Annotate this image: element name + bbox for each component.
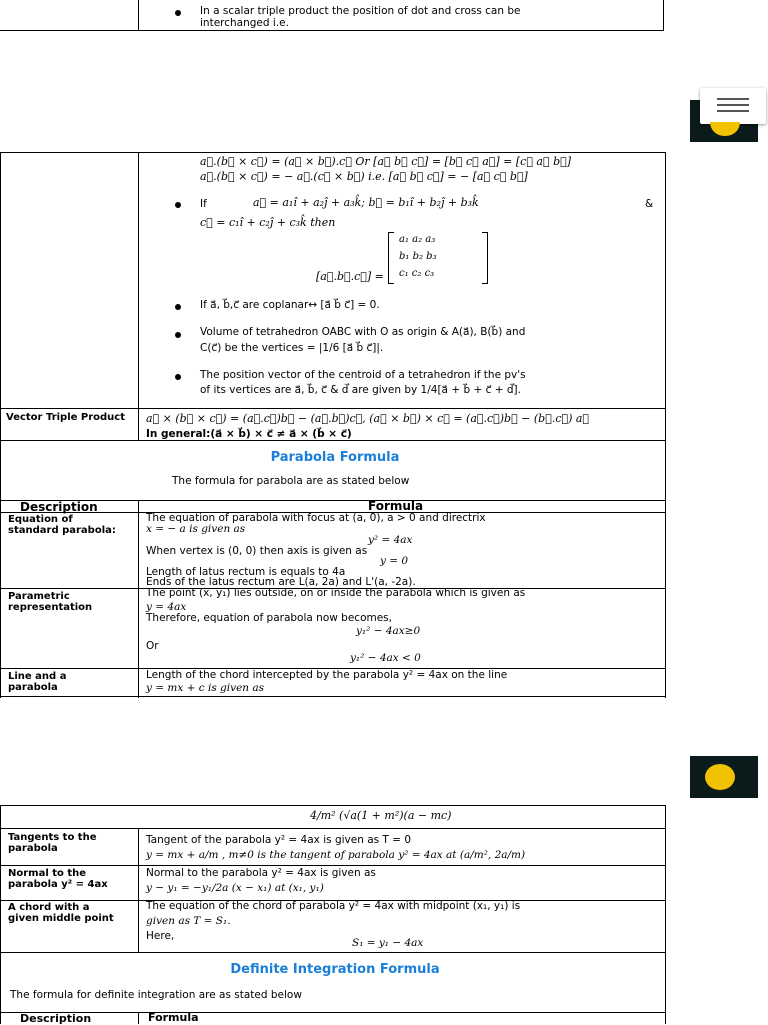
vector-triple-label: Vector Triple Product	[6, 412, 126, 423]
row-label-standard-parabola: Equation of standard parabola:	[8, 514, 116, 536]
tetrahedron-centroid-cont: of its vertices are a⃗, b⃗, c⃗ & d⃗ are given by 1/4[a⃗ + b⃗ + c⃗ + d⃗].	[200, 384, 521, 396]
determinant-lhs: [a⃗.b⃗.c⃗] =	[316, 270, 384, 283]
col-header-formula-2: Formula	[148, 1011, 199, 1024]
if-label: If	[200, 198, 207, 210]
tangent-formula: Tangent of the parabola y² = 4ax is given as T = 0	[146, 834, 412, 846]
tetrahedron-volume: Volume of tetrahedron OABC with O as origin & A(a⃗), B(b⃗) and	[200, 326, 526, 338]
chord-here: Here,	[146, 930, 175, 942]
tetrahedron-centroid: The position vector of the centroid of a tetrahedron if the pv's	[200, 369, 526, 381]
row-label-parametric: Parametric representation	[8, 591, 93, 613]
coplanar-condition: If a⃗, b⃗,c⃗ are coplanar↔ [a⃗ b⃗ c⃗] = 0.	[200, 299, 380, 311]
determinant-matrix: a₁ a₂ a₃ b₁ b₂ b₃ c₁ c₂ c₃	[388, 232, 488, 284]
parabola-intro: The formula for parabola are as stated below	[172, 475, 410, 487]
row-label-normal: Normal to the parabola y² = 4ax	[8, 868, 108, 890]
definite-integration-heading: Definite Integration Formula	[230, 962, 440, 977]
chord-length-formula: 4/m² (√a(1 + m²)(a − mc)	[310, 809, 452, 822]
tetrahedron-volume-cont: C(c⃗) be the vertices = |1/6 [a⃗ b⃗ c⃗]|.	[200, 342, 384, 354]
chord-s1-formula: S₁ = y₁ − 4ax	[352, 937, 424, 949]
row-label-tangent: Tangents to the parabola	[8, 832, 97, 854]
hamburger-menu-icon[interactable]	[700, 88, 766, 124]
col-header-formula: Formula	[368, 499, 424, 513]
user-avatar-icon[interactable]	[705, 764, 735, 790]
triple-product-cyclic-eq: a⃗.(b⃗ × c⃗) = (a⃗ × b⃗).c⃗ Or [a⃗ b⃗ c⃗] = [b⃗ c⃗ a⃗] = [c⃗ a⃗ b⃗]	[200, 155, 572, 168]
row-label-line-parabola: Line and a parabola	[8, 671, 67, 693]
vector-components-c: c⃗ = c₁î + c₂ĵ + c₃k̂ then	[200, 216, 336, 229]
chord-midpoint-formula-cont: given as T = S₁.	[146, 915, 231, 927]
definite-integration-intro: The formula for definite integration are as stated below	[10, 989, 302, 1001]
chord-midpoint-formula: The equation of the chord of parabola y² = 4ax with midpoint (x₁, y₁) is	[146, 900, 521, 912]
tangent-formula-cont: y = mx + a/m , m≠0 is the tangent of parabola y² = 4ax at (a/m², 2a/m)	[146, 849, 526, 861]
bullet	[175, 10, 181, 16]
triple-product-swap-text-cont: interchanged i.e.	[200, 17, 289, 29]
vector-components-ab: a⃗ = a₁î + a₂ĵ + a₃k̂; b⃗ = b₁î + b₂ĵ + b₃k̂	[253, 196, 479, 209]
col-header-description: Description	[20, 500, 98, 514]
normal-formula: Normal to the parabola y² = 4ax is given as	[146, 867, 376, 879]
col-header-description-2: Description	[20, 1012, 92, 1025]
row-label-chord-midpoint: A chord with a given middle point	[8, 902, 114, 924]
triple-product-swap-text: In a scalar triple product the position of dot and cross can be	[200, 5, 521, 17]
triple-product-sign-eq: a⃗.(b⃗ × c⃗) = − a⃗.(c⃗ × b⃗) i.e. [a⃗ b⃗ c⃗] = − [a⃗ c⃗ b⃗]	[200, 170, 528, 183]
parabola-heading: Parabola Formula	[270, 450, 400, 465]
normal-formula-cont: y − y₁ = −y₁/2a (x − x₁) at (x₁, y₁)	[146, 882, 324, 894]
ampersand: &	[645, 198, 654, 210]
vector-triple-general: In general:(a⃗ × b⃗) × c⃗ ≠ a⃗ × (b⃗ × c⃗)	[146, 428, 352, 440]
vector-triple-formula: a⃗ × (b⃗ × c⃗) = (a⃗.c⃗)b⃗ − (a⃗.b⃗)c⃗, (a⃗ × b⃗) × c⃗ = (a⃗.c⃗)b⃗ − (b⃗.c⃗) a⃗	[146, 412, 590, 425]
